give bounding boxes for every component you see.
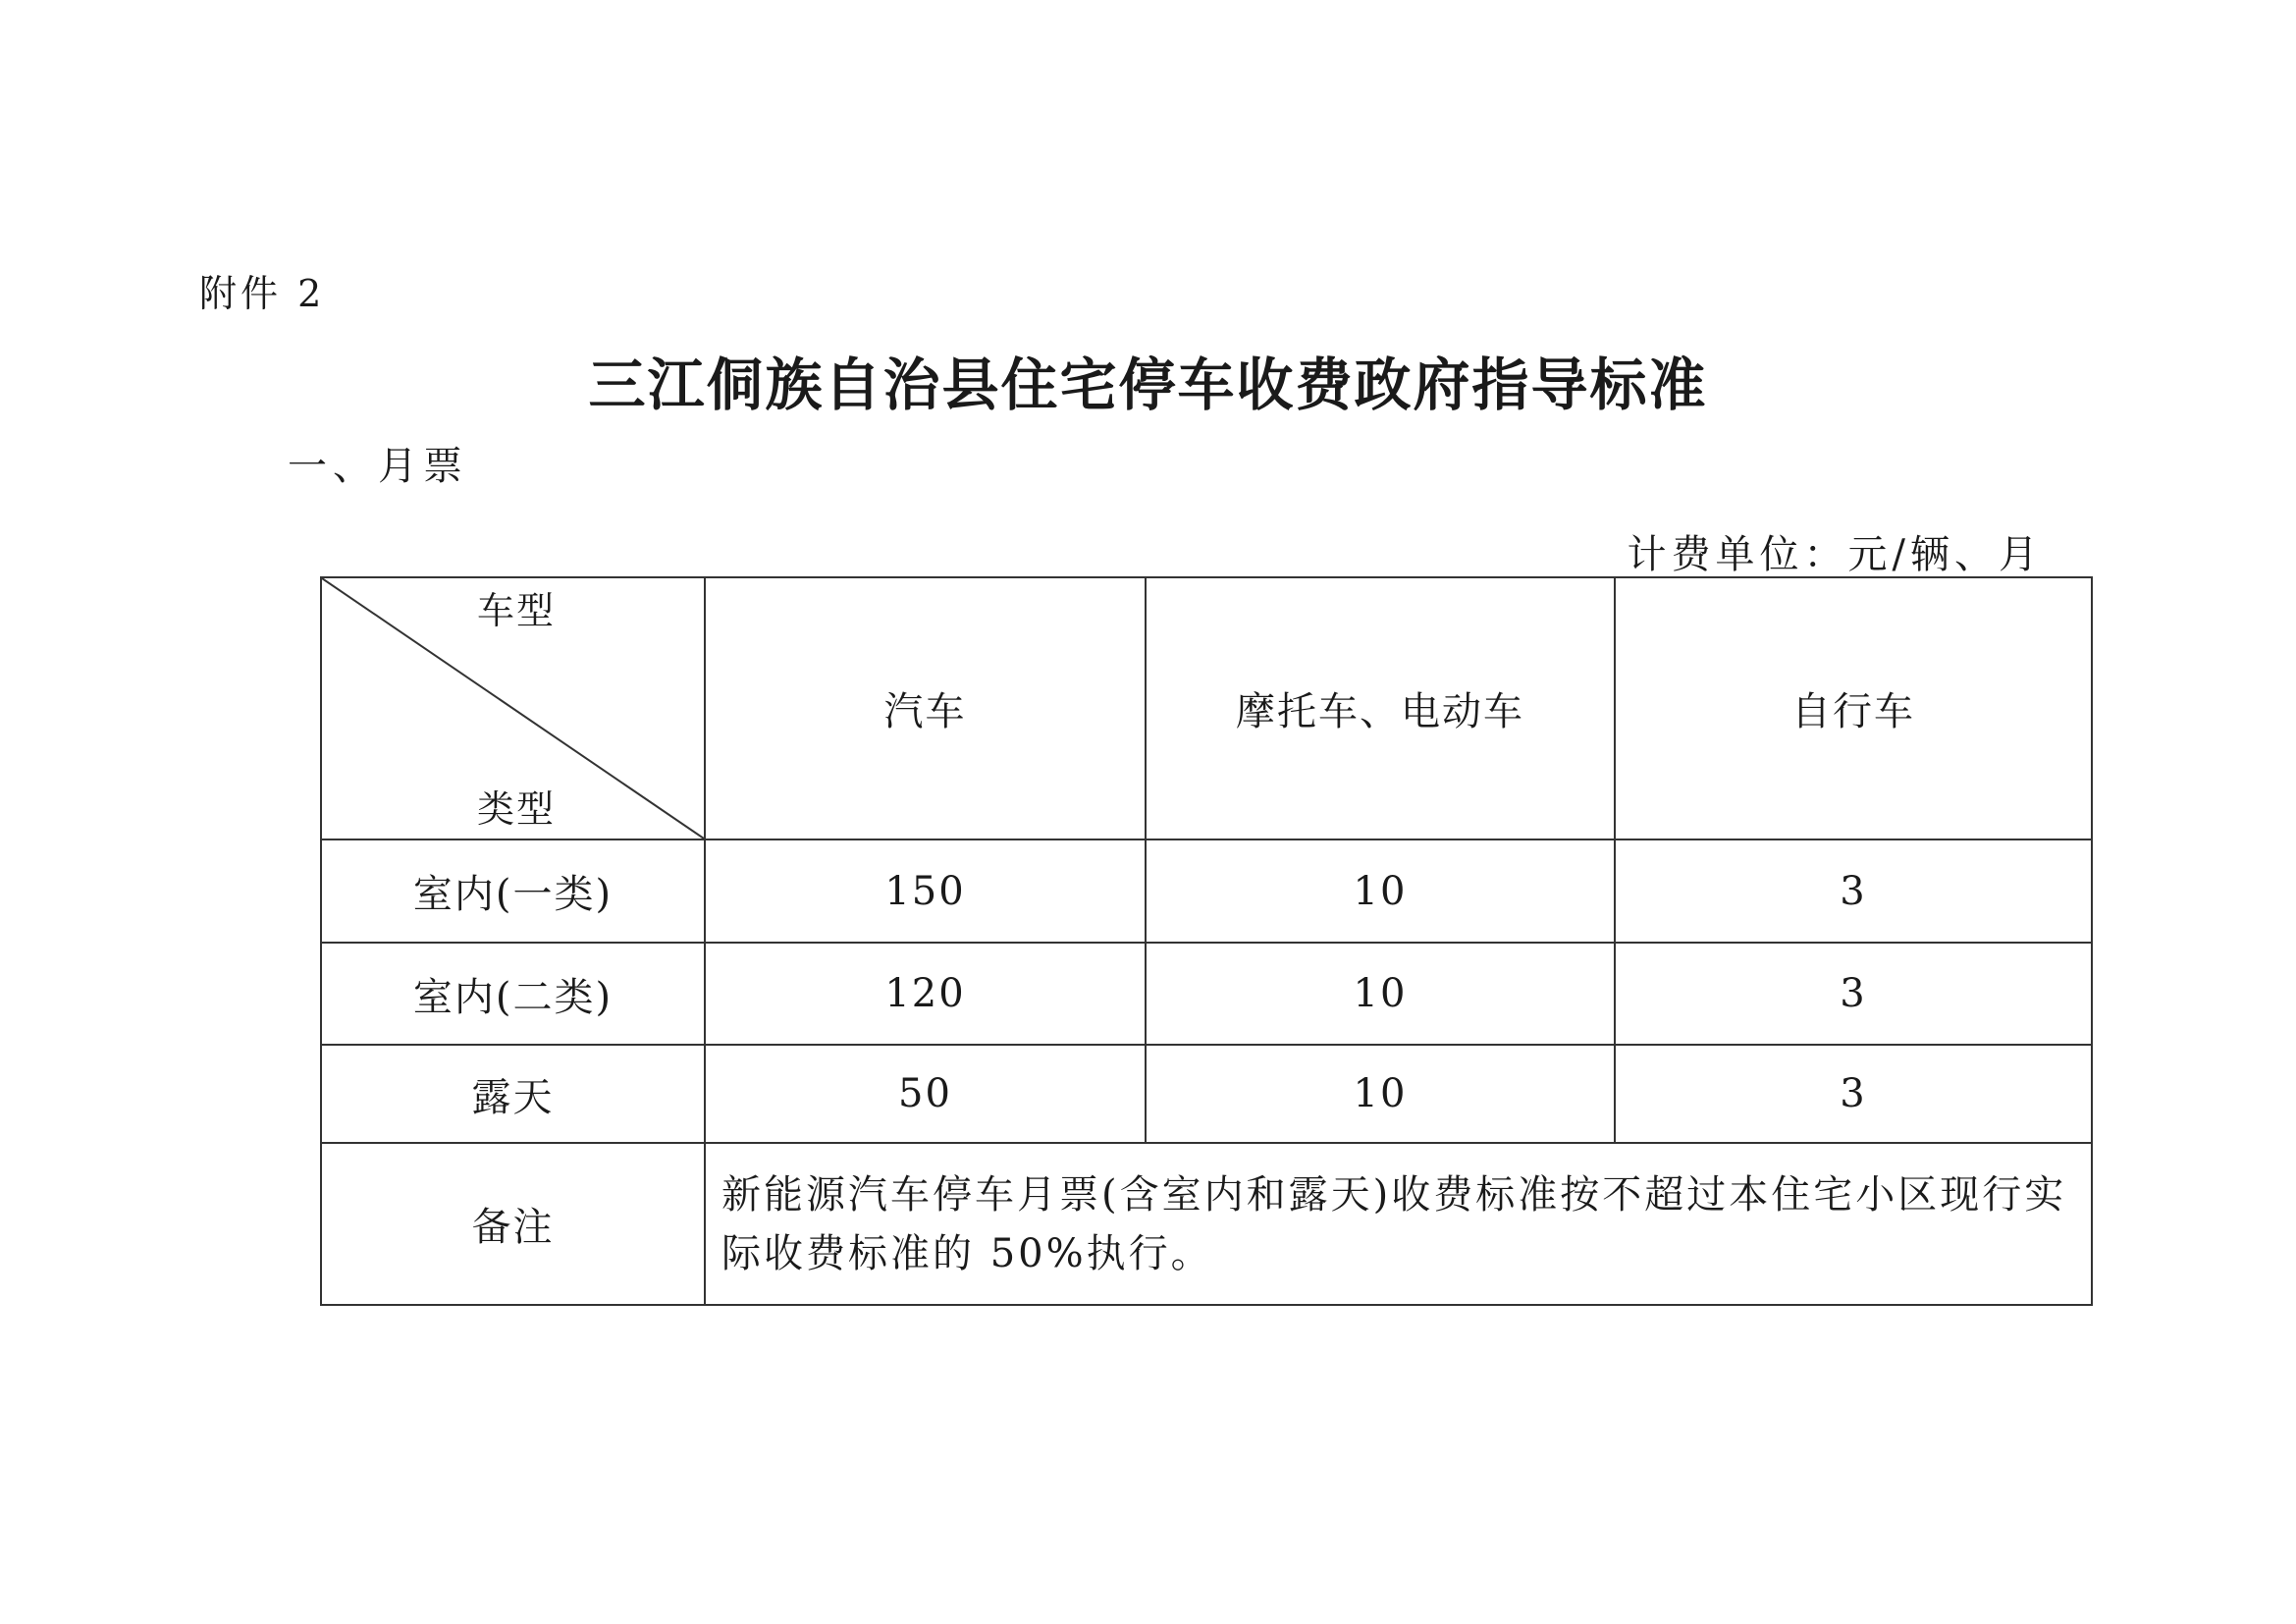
table-cell: 120 [705,943,1146,1045]
table-row [321,943,2092,1045]
table-cell: 10 [1146,1045,1615,1143]
column-header-bicycle: 自行车 [1615,577,2092,839]
vehicle-type-header: 车型 [477,589,557,632]
table-cell: 3 [1615,943,2092,1045]
table-cell: 10 [1146,943,1615,1045]
document-title: 三江侗族自治县住宅停车收费政府指导标准 [588,352,1708,418]
table-cell: 3 [1615,839,2092,943]
table-header-row [321,577,2092,839]
diagonal-header-cell [321,577,705,839]
table-row [321,839,2092,943]
parking-fee-table [320,576,2093,1306]
row-label: 室内(一类) [321,839,705,943]
column-header-car: 汽车 [705,577,1146,839]
remark-row [321,1143,2092,1305]
billing-unit-note: 计费单位：元/辆、月 [1627,532,2043,577]
column-header-motorcycle: 摩托车、电动车 [1146,577,1615,839]
remark-label: 备注 [321,1143,705,1305]
table-cell: 50 [705,1045,1146,1143]
table-cell: 10 [1146,839,1615,943]
table-cell: 150 [705,839,1146,943]
attachment-label: 附件 2 [199,272,326,315]
category-header: 类型 [477,787,557,831]
table-row [321,1045,2092,1143]
table-cell: 3 [1615,1045,2092,1143]
row-label: 露天 [321,1045,705,1143]
section-heading: 一、月票 [288,444,468,489]
remark-text: 新能源汽车停车月票(含室内和露天)收费标准按不超过本住宅小区现行实际收费标准的 50%执行。 [705,1143,2092,1305]
row-label: 室内(二类) [321,943,705,1045]
